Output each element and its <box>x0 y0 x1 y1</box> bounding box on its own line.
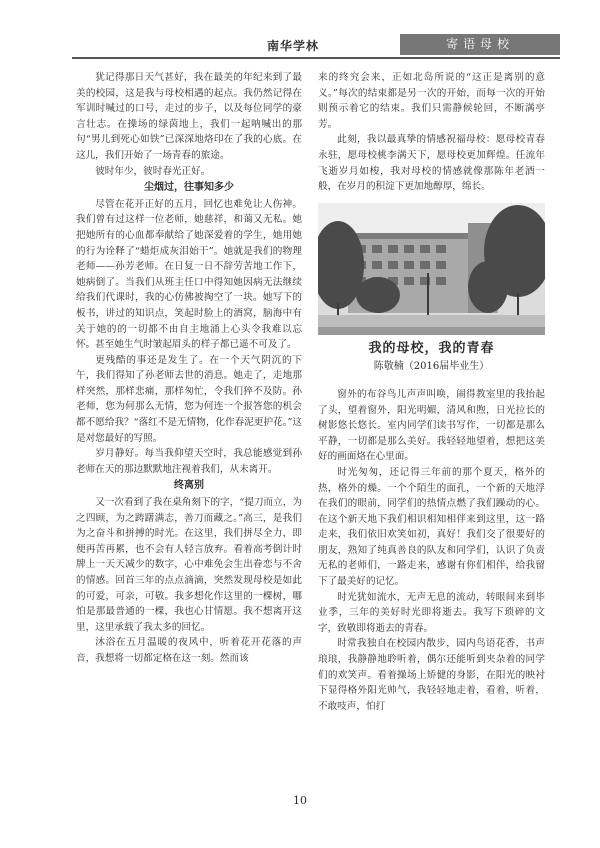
body-paragraph: 又一次看到了我在桌角刻下的字，“提刀而立，为之四顾，为之踌躇满志，善刀而藏之。”高三，是我们为之奋斗和拼搏的时光。在这里，我们拼尽全力，即便再苦再累，也不会有人轻言放弃。看着高考倒计时牌上一天天减少的数字，心中难免会生出眷恋与不舍的情感。回首三年的点点滴滴，突然发现母校是如此的可爱，可亲，可敬。我多想化作这里的一棵树，哪怕是那最普通的一棵，我也心甘情愿。我不想离开这里，这里承载了我太多的回忆。 <box>76 497 302 633</box>
photo-caption: 我的母校，我的青春 <box>368 340 495 356</box>
publication-title: 南华学林 <box>267 39 320 53</box>
section-badge: 寄语母校 <box>400 34 560 55</box>
body-paragraph: 来的终究会来，正如北岛所说的“这正是离别的意义。”每次的结束都是另一次的开始，而每一次的开始则预示着它的结束。我们只需静候轮回，不断满亭芳。 <box>318 72 545 130</box>
header-divider <box>72 57 560 59</box>
page-number: 10 <box>293 794 307 807</box>
body-paragraph: 窗外的布谷鸟儿声声叫唤，闹得教室里的我抬起了头，望着窗外，阳光明媚，清风和煦，日光拉长的树影悠长悠长。室内同学们读书写作，一切都是那么平静，一切都是那么美好。我轻轻地望着，想把这美好的画面烙在心里面。 <box>318 388 545 463</box>
body-paragraph: 犹记得那日天气甚好，我在最美的年纪来到了最美的校园，这是我与母校相遇的起点。我仍然记得在军训时喊过的口号，走过的步子，以及每位同学的豪言壮志。在操场的绿茵地上，我们一起呐喊出的那句“男儿到死心如铁”已深深地烙印在了我的心底。在这儿，我们开始了一场青春的旅途。 <box>76 72 302 161</box>
section-heading: 终离别 <box>174 480 204 492</box>
author-byline: 陈敬楠（2016届毕业生） <box>373 361 490 373</box>
body-paragraph: 尽管在花开正好的五月，回忆也难免让人伤神。我们曾有过这样一位老师，她慈祥，和蔼又无私。她把她所有的心血都奉献给了她深爱着的学生，她用她的行为诠释了“蜡炬成灰泪始干”。她就是我们的物理老师——孙芳老师。在日复一日不辞劳苦地工作下，她病倒了。当我们从班主任口中得知她因病无法继续给我们代课时，我的心仿佛被掏空了一块。她写下的板书，讲过的知识点，笑起时脸上的酒窝，脑海中有关于她的的一切都不由自主地涌上心头令我难以忘怀。甚至她生气时皱起眉头的样子都已遥不可及了。 <box>76 198 302 351</box>
section-heading: 尘烟过，往事知多少 <box>144 182 234 194</box>
campus-photo-image <box>318 203 545 335</box>
body-paragraph: 彼时年少，彼时春光正好。 <box>95 165 211 177</box>
body-paragraph: 时光匆匆，还记得三年前的那个夏天，格外的热，格外的燥。一个个陌生的面孔，一个新的天地浮在我们的眼前，同学们的热情点燃了我们躁动的心。在这个新天地下我们相识相知相伴来到这里，这一路走来，我们依旧欢笑如初，真好！我们交了很要好的朋友，熟知了纯真善良的队友和同学们，认识了负责无私的老师们，一路走来，感谢有你们相伴，给我留下了最美好的记忆。 <box>318 466 545 588</box>
body-paragraph: 沐浴在五月温暖的夜风中，听着花开花落的声音，我想将一切都定格在这一刻。然而该 <box>76 637 302 664</box>
body-paragraph: 岁月静好。每当我仰望天空时，我总能感觉到孙老师在天的那边默默地注视着我们，从未离开。 <box>76 448 302 475</box>
body-paragraph: 更残酷的事还是发生了。在一个天气阴沉的下午，我们得知了孙老师去世的消息。她走了，走地那样突然，那样悲痛，那样匆忙，令我们猝不及防。孙老师，您为何那么无情，您为何连一个报答您的机会都不愿给我？“落红不是无情物，化作春泥更护花。”这是对您最好的写照。 <box>76 354 302 444</box>
right-column <box>318 70 545 714</box>
body-paragraph: 时常我独自在校园内散步，园内鸟语花香，书声琅琅，我静静地聆听着，偶尔还能听到夹杂着的同学们的欢笑声。看着操场上矫健的身影，在阳光的映衬下显得格外阳光帅气，我轻轻地走着，看着，听着，不敢吱声，怕打 <box>318 638 545 712</box>
page-header <box>72 34 560 56</box>
body-paragraph: 时光犹如流水，无声无息的流动，转眼间来到毕业季，三年的美好时光即将逝去。我写下琐碎的文字，致敬即将逝去的青春。 <box>318 591 545 634</box>
campus-photo <box>318 203 545 335</box>
body-paragraph: 此刻，我以最真挚的情感祝福母校：愿母校青春永驻，愿母校桃李满天下，愿母校更加辉煌。任流年飞逝岁月如梭，我对母校的情感就像那陈年老酒一般，在岁月的积淀下更加地醇厚，绵长。 <box>318 134 545 193</box>
left-column <box>76 70 302 667</box>
